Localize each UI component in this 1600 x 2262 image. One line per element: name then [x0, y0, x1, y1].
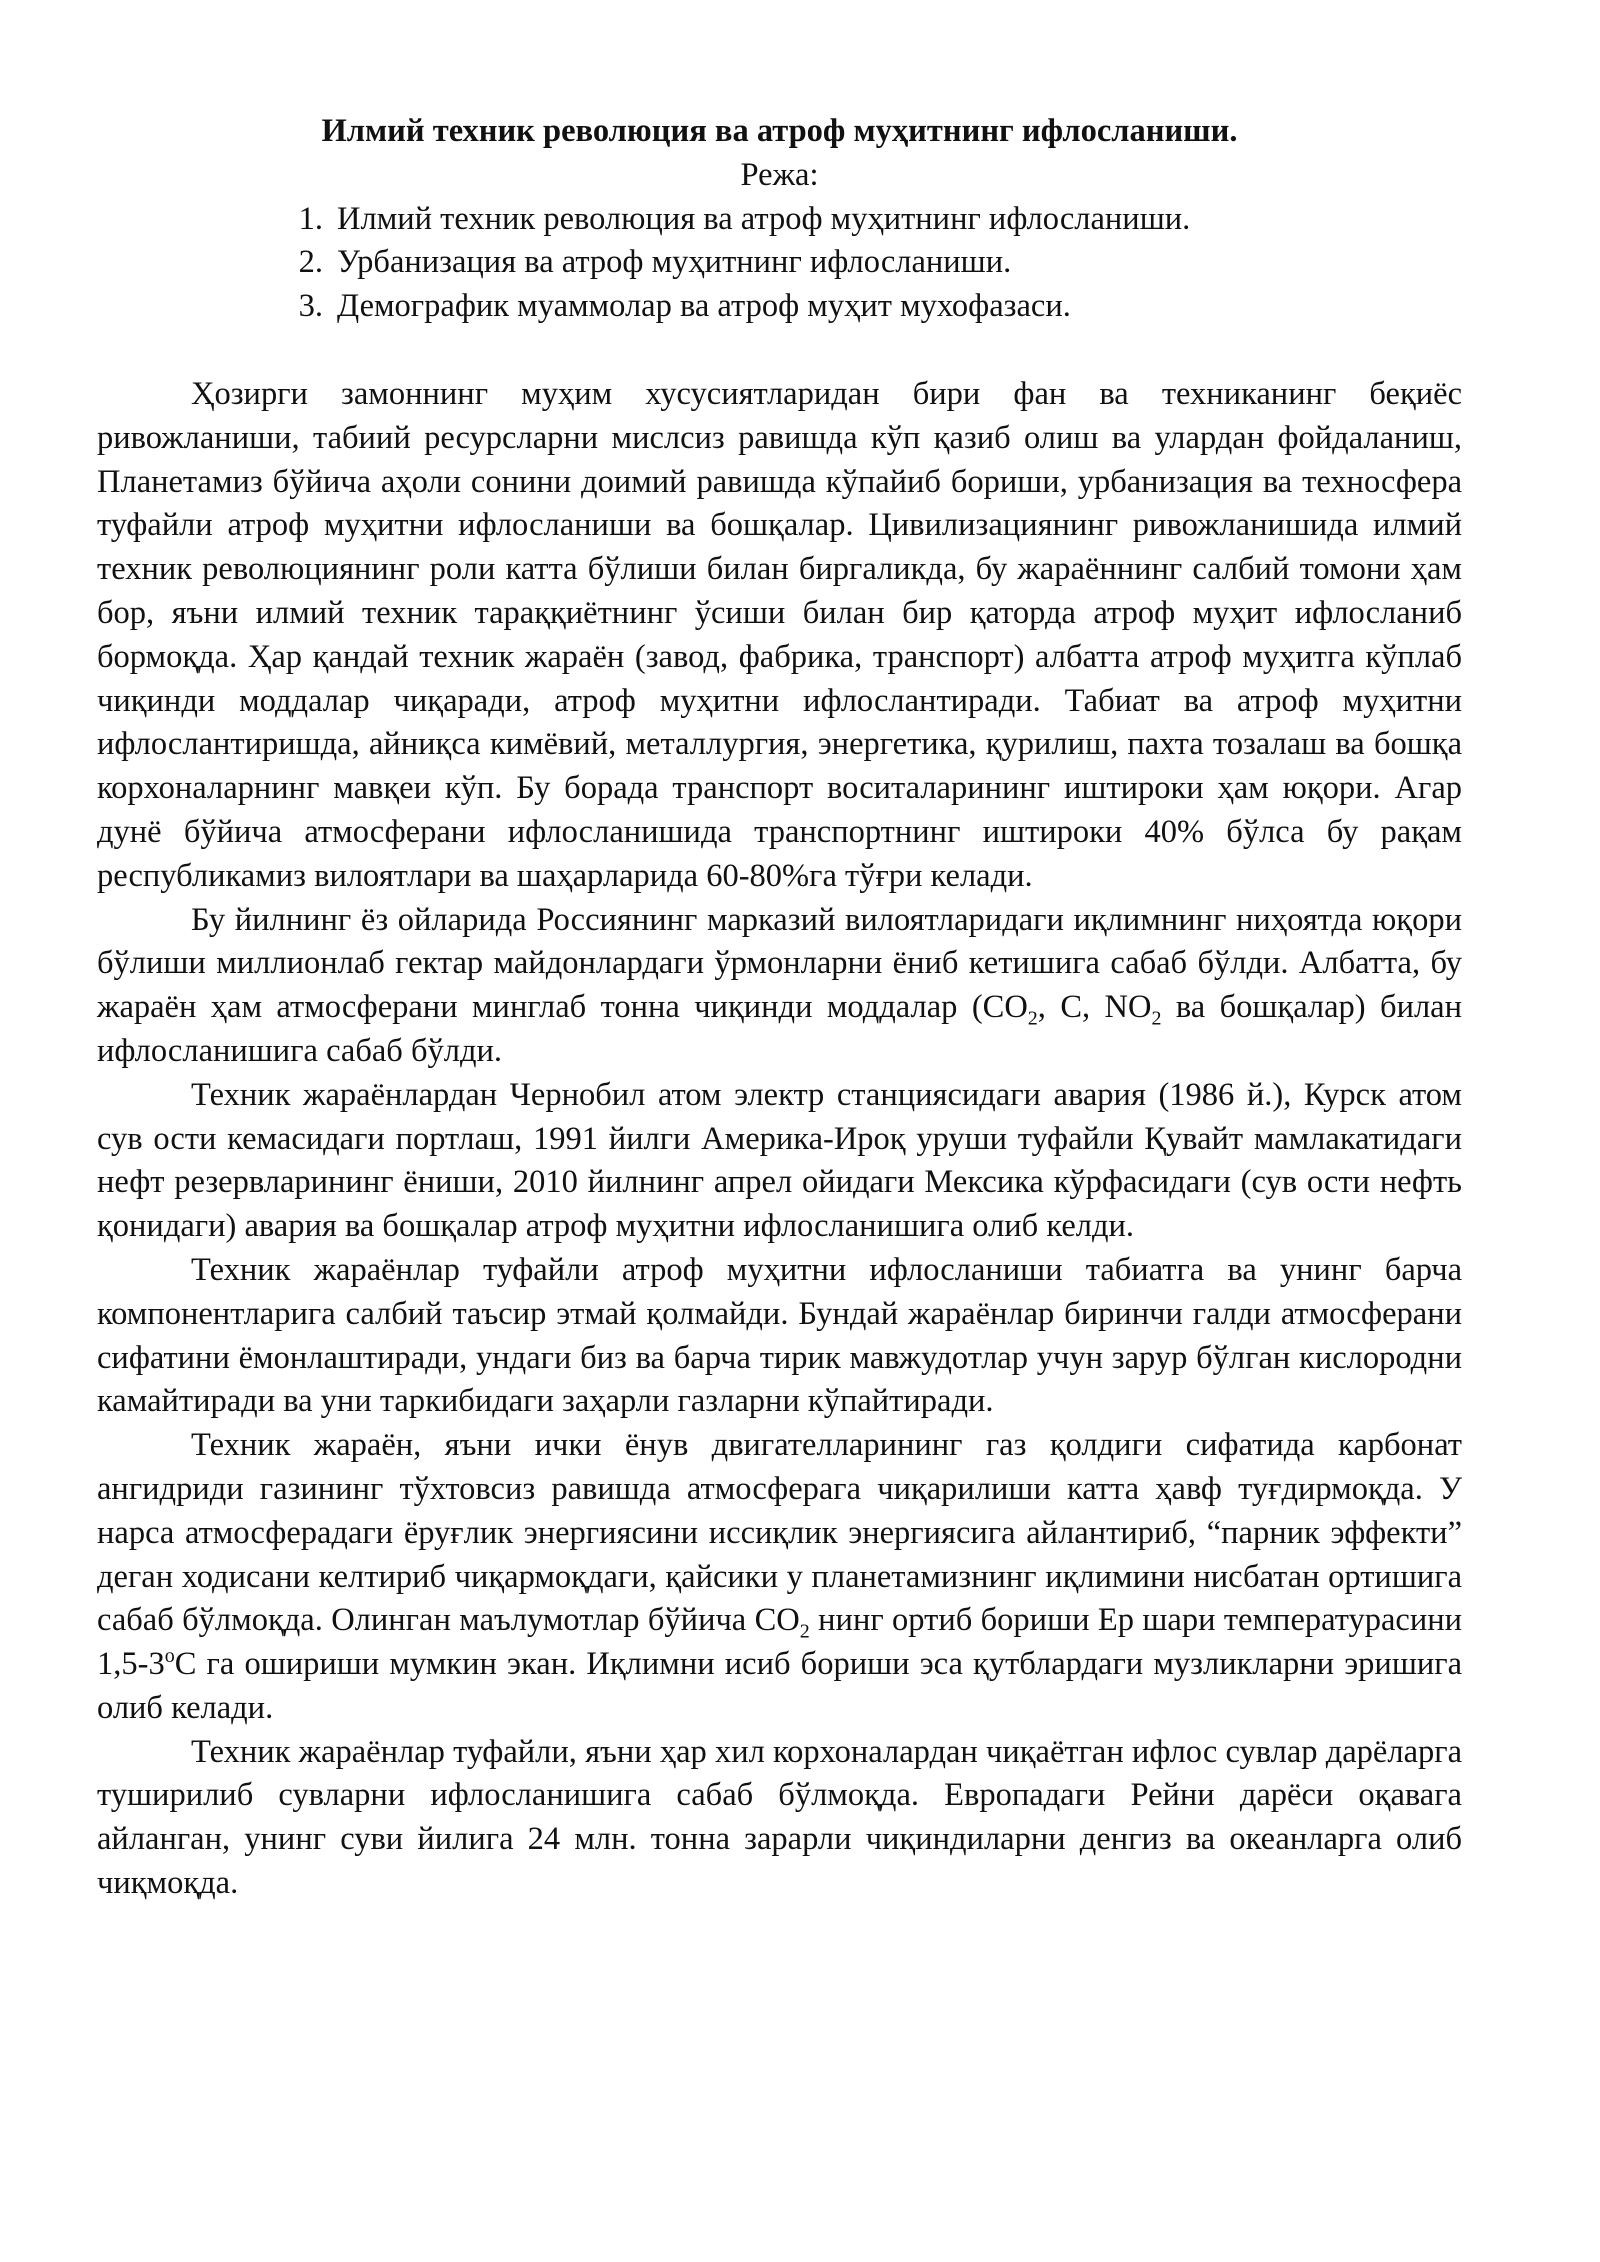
paragraph-text: Бу йилнинг ёз ойларида Россиянинг марказий вилоятларидаги иқлимнинг ниҳоятда юқори бўлиши миллионлаб гектар майдонлардаги ўрмонларни ёниб кетишига сабаб бўлди. Албатта, бу жараён ҳам атмосферани минглаб тонна чиқинди моддалар (СО — [97, 901, 1462, 1026]
paragraph-intro: Ҳозирги замоннинг муҳим хусусиятларидан бири фан ва техниканинг беқиёс ривожланиши, табиий ресурсларни мислсиз равишда кўп қазиб олиш ва улардан фойдаланиш, Планетамиз бўйича аҳоли сонини доимий равишда кўпайиб бориши, урбанизация ва техносфера туфайли атроф муҳитни ифлосланиши ва бошқалар. Цивилизациянинг ривожланишида илмий техник революциянинг роли катта бўлиши билан биргаликда, бу жараённинг салбий томони ҳам бор, яъни илмий техник тараққиётнинг ўсиши билан бир қаторда атроф муҳит ифлосланиб бормоқда. Ҳар қандай техник жараён (завод, фабрика, транспорт) албатта атроф муҳитга кўплаб чиқинди моддалар чиқаради, атроф муҳитни ифлослантиради. Табиат ва атроф муҳитни ифлослантиришда, айниқса кимёвий, металлургия, энергетика, қурилиш, пахта тозалаш ва бошқа корхоналарнинг мавқеи кўп. Бу борада транспорт воситаларининг иштироки ҳам юқори. Агар дунё бўйича атмосферани ифлосланишида транспортнинг иштироки 40% бўлса бу рақам республикамиз вилоятлари ва шаҳарларида 60-80%га тўғри келади. — [97, 375, 1462, 894]
paragraph-text: , С, NО — [1037, 989, 1152, 1026]
plan-item — [97, 285, 1462, 329]
plan-item — [97, 198, 1462, 242]
plan-item — [97, 241, 1462, 285]
subscript: 2 — [1151, 1007, 1162, 1030]
plan-item-number: 2. — [298, 244, 323, 281]
section-spacer — [97, 329, 1462, 373]
paragraph-text: нинг ортиб бориши Ер шари температурасини 1,5-3 — [97, 1602, 1463, 1683]
paragraph-russia-fires — [97, 899, 1462, 1074]
document-title: Илмий техник революция ва атроф муҳитнинг ифлосланиши. — [321, 113, 1238, 149]
paragraph-accidents: Техник жараёнлардан Чернобил атом электр станциясидаги авария (1986 й.), Курск атом сув ости кемасидаги портлаш, 1991 йилги Америка-Ироқ уруши туфайли Қувайт мамлакатидаги нефт резервларининг ёниши, 2010 йилнинг апрел ойидаги Мексика кўрфасидаги (сув ости нефть қонидаги) авария ва бошқалар атроф муҳитни ифлосланишига олиб келди. — [97, 1076, 1462, 1245]
plan-list — [97, 198, 1462, 329]
plan-item-number: 3. — [298, 288, 323, 325]
plan-item-text: Демографик муаммолар ва атроф муҳит мухофазаси. — [337, 288, 1071, 325]
superscript: о — [164, 1645, 175, 1668]
paragraph-effects: Техник жараёнлар туфайли атроф муҳитни ифлосланиши табиатга ва унинг барча компонентларига салбий таъсир этмай қолмайди. Бундай жараёнлар биринчи галди атмосферани сифатини ёмонлаштиради, ундаги биз ва барча тирик мавжудотлар учун зарур бўлган кислородни камайтиради ва уни таркибидаги заҳарли газларни кўпайтиради. — [97, 1251, 1462, 1420]
plan-item-text: Урбанизация ва атроф муҳитнинг ифлосланиши. — [337, 244, 1012, 281]
paragraph-text: С га ошириши мумкин экан. Иқлимни исиб бориши эса қутблардаги музликларни эришига олиб келади. — [97, 1646, 1462, 1726]
subscript: 2 — [799, 1620, 810, 1643]
document-page — [97, 110, 1462, 1906]
paragraph-text: ва бошқалар) билан ифлосланишига сабаб бўлди. — [97, 989, 1462, 1069]
plan-label: Режа: — [740, 156, 819, 193]
paragraph-text: Техник жараён, яъни ички ёнув двигателларининг газ қолдиги сифатида карбонат ангидриди газининг тўхтовсиз равишда атмосферага чиқарилиши катта ҳавф туғдирмоқда. У нарса атмосферадаги ёруғлик энергиясини иссиқлик энергиясига айлантириб, “парник эффекти” деган ходисани келтириб чиқармоқдаги, қайсики у планетамизнинг иқлимини нисбатан ортишига сабаб бўлмоқда. Олинган маълумотлар бўйича СО — [97, 1427, 1462, 1639]
paragraph-water-pollution: Техник жараёнлар туфайли, яъни ҳар хил корхоналардан чиқаётган ифлос сувлар дарёларга туширилиб сувларни ифлосланишига сабаб бўлмоқда. Европадаги Рейни дарёси оқавага айланган, унинг суви йилига 24 млн. тонна зарарли чиқиндиларни денгиз ва океанларга олиб чиқмоқда. — [97, 1733, 1462, 1902]
paragraph-greenhouse — [97, 1424, 1462, 1731]
subscript: 2 — [1027, 1007, 1038, 1030]
plan-item-text: Илмий техник революция ва атроф муҳитнинг ифлосланиши. — [337, 200, 1191, 237]
plan-item-number: 1. — [298, 200, 323, 237]
